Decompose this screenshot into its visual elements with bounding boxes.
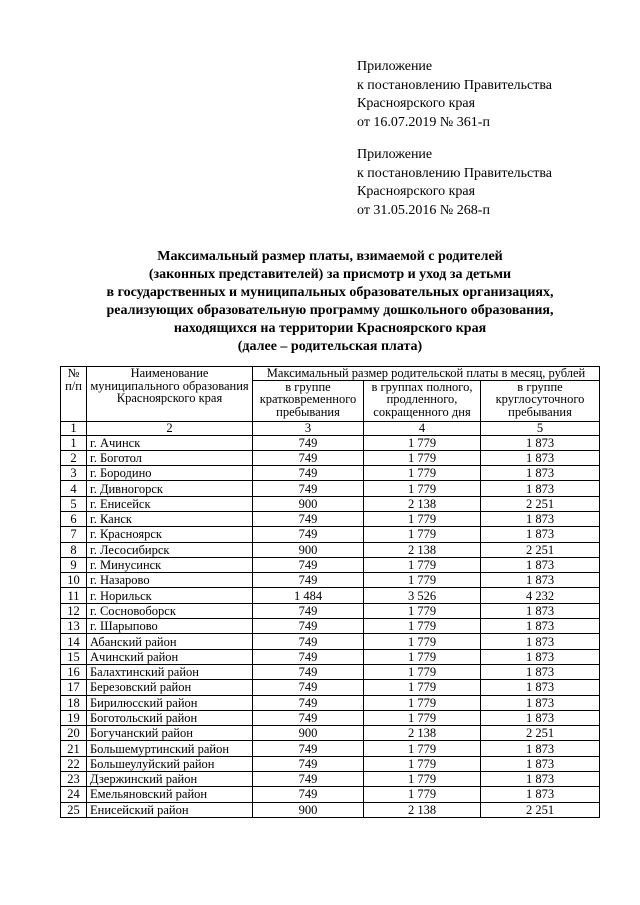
- fee-full-day: 2 138: [364, 726, 481, 741]
- title-line: Максимальный размер платы, взимаемой с родителей: [157, 249, 503, 264]
- municipality-name: г. Красноярск: [87, 527, 253, 542]
- fee-full-day: 1 779: [364, 741, 481, 756]
- fee-round-the-clock: 1 873: [481, 435, 600, 450]
- fee-round-the-clock: 1 873: [481, 756, 600, 771]
- title-line: (законных представителей) за присмотр и уход за детьми: [148, 267, 512, 282]
- municipality-name: Большемуртинский район: [87, 741, 253, 756]
- fee-full-day: 1 779: [364, 573, 481, 588]
- municipality-name: Богучанский район: [87, 726, 253, 741]
- municipality-name: г. Дивногорск: [87, 481, 253, 496]
- fee-round-the-clock: 1 873: [481, 573, 600, 588]
- fee-round-the-clock: 1 873: [481, 787, 600, 802]
- fee-round-the-clock: 1 873: [481, 527, 600, 542]
- table-row: [61, 542, 600, 557]
- table-row: [61, 787, 600, 802]
- municipality-name: г. Сосновоборск: [87, 603, 253, 618]
- title-line: реализующих образовательную программу дошкольного образования,: [106, 303, 554, 318]
- row-number: 11: [61, 588, 87, 603]
- table-row: [61, 710, 600, 725]
- row-number: 3: [61, 466, 87, 481]
- municipality-name: Ачинский район: [87, 649, 253, 664]
- table-row: [61, 511, 600, 526]
- fee-full-day: 1 779: [364, 710, 481, 725]
- municipality-name: г. Бородино: [87, 466, 253, 481]
- header-fee-group: Максимальный размер родительской платы в месяц, рублей: [253, 367, 600, 381]
- column-number: 2: [87, 421, 253, 435]
- row-number: 22: [61, 756, 87, 771]
- fee-round-the-clock: 2 251: [481, 802, 600, 817]
- fee-full-day: 1 779: [364, 527, 481, 542]
- appendix-line: от 31.05.2016 № 268-п: [357, 202, 490, 218]
- municipality-name: г. Ачинск: [87, 435, 253, 450]
- header-round-the-clock: в группе круглосуточного пребывания: [481, 380, 600, 421]
- column-number: 1: [61, 421, 87, 435]
- row-number: 13: [61, 619, 87, 634]
- header-full-day: в группах полного, продленного, сокращенного дня: [364, 380, 481, 421]
- municipality-name: Березовский район: [87, 680, 253, 695]
- fee-full-day: 1 779: [364, 619, 481, 634]
- municipality-name: г. Боготол: [87, 450, 253, 465]
- fee-full-day: 1 779: [364, 680, 481, 695]
- table-row: [61, 527, 600, 542]
- fee-full-day: 2 138: [364, 496, 481, 511]
- table-row: [61, 741, 600, 756]
- fee-table: [60, 366, 600, 818]
- fee-round-the-clock: 2 251: [481, 496, 600, 511]
- column-number: 5: [481, 421, 600, 435]
- fee-round-the-clock: 1 873: [481, 680, 600, 695]
- table-row: [61, 450, 600, 465]
- table-row: [61, 802, 600, 817]
- row-number: 4: [61, 481, 87, 496]
- fee-short-stay: 749: [253, 573, 364, 588]
- row-number: 9: [61, 557, 87, 572]
- fee-full-day: 1 779: [364, 649, 481, 664]
- appendix-line: Приложение: [357, 59, 433, 74]
- row-number: 23: [61, 772, 87, 787]
- fee-round-the-clock: 1 873: [481, 481, 600, 496]
- appendix-block-2019: [357, 58, 552, 132]
- municipality-name: г. Назарово: [87, 573, 253, 588]
- fee-short-stay: 749: [253, 619, 364, 634]
- fee-full-day: 1 779: [364, 557, 481, 572]
- document-title: [60, 248, 600, 356]
- table-row: [61, 466, 600, 481]
- fee-short-stay: 749: [253, 787, 364, 802]
- row-number: 16: [61, 664, 87, 679]
- table-row: [61, 435, 600, 450]
- fee-round-the-clock: 1 873: [481, 710, 600, 725]
- row-number: 12: [61, 603, 87, 618]
- fee-short-stay: 749: [253, 603, 364, 618]
- fee-round-the-clock: 2 251: [481, 542, 600, 557]
- fee-full-day: 1 779: [364, 435, 481, 450]
- table-row: [61, 695, 600, 710]
- row-number: 15: [61, 649, 87, 664]
- fee-short-stay: 749: [253, 511, 364, 526]
- header-num: № п/п: [61, 367, 87, 422]
- appendix-line: Приложение: [357, 147, 433, 162]
- fee-round-the-clock: 1 873: [481, 695, 600, 710]
- appendix-line: Красноярского края: [357, 184, 476, 199]
- fee-round-the-clock: 1 873: [481, 466, 600, 481]
- fee-short-stay: 900: [253, 726, 364, 741]
- table-row: [61, 664, 600, 679]
- table-row: [61, 588, 600, 603]
- fee-full-day: 1 779: [364, 466, 481, 481]
- row-number: 2: [61, 450, 87, 465]
- fee-short-stay: 749: [253, 756, 364, 771]
- title-line: находящихся на территории Красноярского края: [173, 321, 487, 336]
- fee-short-stay: 749: [253, 450, 364, 465]
- row-number: 5: [61, 496, 87, 511]
- fee-full-day: 1 779: [364, 772, 481, 787]
- fee-short-stay: 749: [253, 634, 364, 649]
- header-name: Наименование муниципального образования Красноярского края: [87, 367, 253, 422]
- fee-short-stay: 749: [253, 664, 364, 679]
- fee-short-stay: 749: [253, 481, 364, 496]
- table-row: [61, 481, 600, 496]
- fee-round-the-clock: 1 873: [481, 603, 600, 618]
- fee-round-the-clock: 1 873: [481, 511, 600, 526]
- fee-short-stay: 749: [253, 649, 364, 664]
- fee-short-stay: 1 484: [253, 588, 364, 603]
- fee-round-the-clock: 1 873: [481, 664, 600, 679]
- municipality-name: Балахтинский район: [87, 664, 253, 679]
- fee-round-the-clock: 1 873: [481, 634, 600, 649]
- row-number: 10: [61, 573, 87, 588]
- title-line: в государственных и муниципальных образовательных организациях,: [106, 285, 554, 300]
- municipality-name: Енисейский район: [87, 802, 253, 817]
- table-row: [61, 772, 600, 787]
- fee-short-stay: 749: [253, 466, 364, 481]
- column-number: 3: [253, 421, 364, 435]
- fee-full-day: 1 779: [364, 787, 481, 802]
- municipality-name: г. Канск: [87, 511, 253, 526]
- appendix-line: от 16.07.2019 № 361-п: [357, 114, 490, 130]
- municipality-name: Емельяновский район: [87, 787, 253, 802]
- fee-short-stay: 749: [253, 710, 364, 725]
- table-row: [61, 619, 600, 634]
- row-number: 25: [61, 802, 87, 817]
- row-number: 8: [61, 542, 87, 557]
- fee-short-stay: 749: [253, 527, 364, 542]
- fee-full-day: 1 779: [364, 511, 481, 526]
- appendix-line: Красноярского края: [357, 96, 476, 111]
- table-row: [61, 756, 600, 771]
- appendix-block-2016: [357, 146, 552, 220]
- row-number: 24: [61, 787, 87, 802]
- fee-full-day: 3 526: [364, 588, 481, 603]
- municipality-name: г. Норильск: [87, 588, 253, 603]
- fee-full-day: 1 779: [364, 603, 481, 618]
- fee-full-day: 1 779: [364, 481, 481, 496]
- municipality-name: Абанский район: [87, 634, 253, 649]
- appendix-line: к постановлению Правительства: [357, 165, 553, 181]
- fee-short-stay: 749: [253, 435, 364, 450]
- row-number: 21: [61, 741, 87, 756]
- fee-full-day: 1 779: [364, 634, 481, 649]
- fee-full-day: 1 779: [364, 695, 481, 710]
- table-row: [61, 726, 600, 741]
- table-row: [61, 603, 600, 618]
- appendix-line: к постановлению Правительства: [357, 77, 553, 93]
- fee-short-stay: 900: [253, 542, 364, 557]
- fee-round-the-clock: 1 873: [481, 619, 600, 634]
- fee-round-the-clock: 2 251: [481, 726, 600, 741]
- row-number: 1: [61, 435, 87, 450]
- row-number: 20: [61, 726, 87, 741]
- fee-short-stay: 749: [253, 695, 364, 710]
- fee-round-the-clock: 1 873: [481, 741, 600, 756]
- municipality-name: Бирилюсский район: [87, 695, 253, 710]
- table-row: [61, 680, 600, 695]
- fee-full-day: 1 779: [364, 664, 481, 679]
- fee-short-stay: 749: [253, 557, 364, 572]
- fee-full-day: 1 779: [364, 756, 481, 771]
- municipality-name: г. Минусинск: [87, 557, 253, 572]
- municipality-name: Большеулуйский район: [87, 756, 253, 771]
- municipality-name: Дзержинский район: [87, 772, 253, 787]
- fee-round-the-clock: 1 873: [481, 772, 600, 787]
- fee-round-the-clock: 1 873: [481, 557, 600, 572]
- row-number: 17: [61, 680, 87, 695]
- table-row: [61, 496, 600, 511]
- municipality-name: г. Лесосибирск: [87, 542, 253, 557]
- table-row: [61, 573, 600, 588]
- fee-short-stay: 749: [253, 680, 364, 695]
- row-number: 7: [61, 527, 87, 542]
- fee-round-the-clock: 4 232: [481, 588, 600, 603]
- fee-short-stay: 749: [253, 741, 364, 756]
- column-number: 4: [364, 421, 481, 435]
- row-number: 14: [61, 634, 87, 649]
- municipality-name: г. Шарыпово: [87, 619, 253, 634]
- fee-full-day: 2 138: [364, 542, 481, 557]
- row-number: 6: [61, 511, 87, 526]
- fee-short-stay: 900: [253, 496, 364, 511]
- title-line: (далее – родительская плата): [237, 339, 423, 354]
- table-row: [61, 649, 600, 664]
- municipality-name: г. Енисейск: [87, 496, 253, 511]
- fee-full-day: 2 138: [364, 802, 481, 817]
- row-number: 19: [61, 710, 87, 725]
- table-row: [61, 557, 600, 572]
- fee-full-day: 1 779: [364, 450, 481, 465]
- header-short-stay: в группе кратковременного пребывания: [253, 380, 364, 421]
- fee-round-the-clock: 1 873: [481, 649, 600, 664]
- fee-round-the-clock: 1 873: [481, 450, 600, 465]
- fee-short-stay: 900: [253, 802, 364, 817]
- fee-short-stay: 749: [253, 772, 364, 787]
- table-row: [61, 634, 600, 649]
- row-number: 18: [61, 695, 87, 710]
- municipality-name: Боготольский район: [87, 710, 253, 725]
